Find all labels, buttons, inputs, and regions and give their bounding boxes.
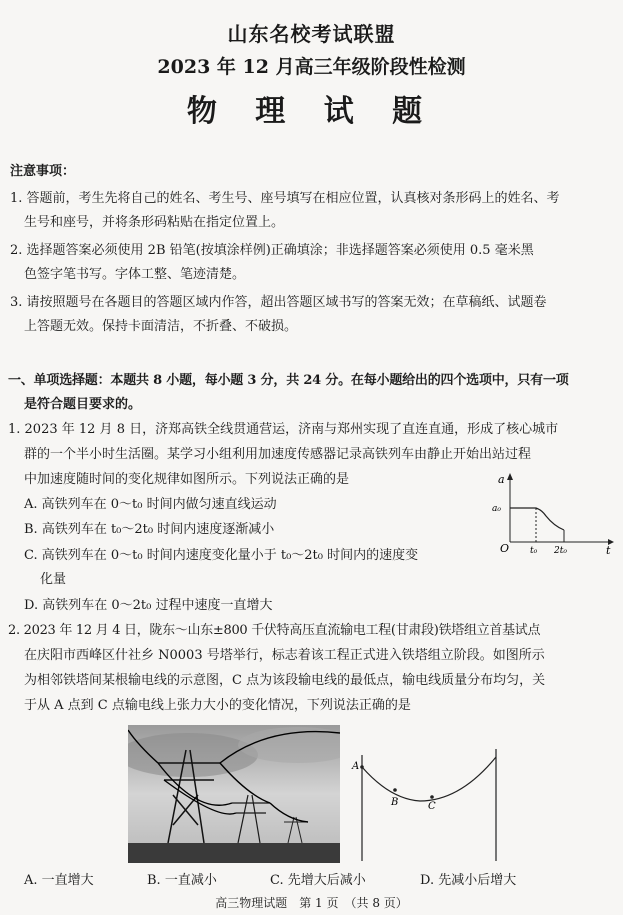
notice-line: 色签字笔书写。字体工整、笔迹清楚。	[24, 267, 246, 282]
notice-line: 生号和座号，并将条形码粘贴在指定位置上。	[24, 215, 285, 230]
q1-option-b: B. 高铁列车在 t₀～2t₀ 时间内速度逐渐减小	[24, 522, 275, 537]
2t0-label: 2t₀	[554, 546, 567, 555]
q2-option-b: B. 一直减小	[147, 873, 217, 888]
notice-line: 1. 答题前，考生先将自己的姓名、考生号、座号填写在相应位置，认真核对条形码上的姓名、考	[10, 191, 560, 206]
notice-title: 注意事项：	[10, 164, 76, 179]
q2-option-c: C. 先增大后减小	[270, 873, 366, 888]
exam-name-title: 2023 年 12 月高三年级阶段性检测	[157, 56, 466, 78]
notice-line: 上答题无效。保持卡面清洁，不折叠、不破损。	[24, 319, 298, 334]
a0-label: a₀	[492, 504, 501, 514]
q1-option-c-cont: 化量	[40, 572, 67, 587]
section-heading: 是符合题目要求的。	[24, 397, 142, 412]
t0-label: t₀	[530, 546, 538, 555]
q2-stem-line: 2. 2023 年 12 月 4 日，陇东～山东±800 千伏特高压直流输电工程(甘肃段)铁塔组立首基试点	[8, 623, 541, 638]
point-a-label: A	[352, 761, 360, 772]
q1-stem-line: 群的一个半小时生活圈。某学习小组利用加速度传感器记录高铁列车由静止开始出站过程	[24, 447, 532, 462]
q2-option-a: A. 一直增大	[24, 873, 94, 888]
q1-option-a: A. 高铁列车在 0～t₀ 时间内做匀速直线运动	[24, 497, 277, 512]
power-line-diagram	[350, 727, 502, 865]
point-b-label: B	[391, 797, 399, 808]
notice-line: 2. 选择题答案必须使用 2B 铅笔(按填涂样例)正确填涂；非选择题答案必须使用 0.5 毫米黑	[10, 243, 534, 258]
notice-line: 3. 请按照题号在各题目的答题区域内作答，超出答题区域书写的答案无效；在草稿纸、试题卷	[10, 295, 547, 310]
exam-org-title: 山东名校考试联盟	[227, 22, 396, 46]
origin-label: O	[500, 542, 510, 555]
q1-option-d: D. 高铁列车在 0～2t₀ 过程中速度一直增大	[24, 598, 273, 613]
acceleration-time-graph	[490, 470, 615, 555]
subject-title: 物 理 试 题	[186, 94, 437, 129]
power-tower-photo	[128, 725, 340, 863]
x-axis-label: t	[606, 544, 611, 555]
y-axis-label: a	[498, 473, 505, 486]
section-heading: 一、单项选择题：本题共 8 小题，每小题 3 分，共 24 分。在每小题给出的四个选项中，只有一项	[8, 373, 569, 388]
q1-stem-line: 1. 2023 年 12 月 8 日，济郑高铁全线贯通营运，济南与郑州实现了直连直通，形成了核心城市	[8, 422, 559, 437]
q2-option-d: D. 先减小后增大	[420, 873, 517, 888]
q2-stem-line: 为相邻铁塔间某根输电线的示意图，C 点为该段输电线的最低点，输电线质量分布均匀，关	[24, 673, 546, 688]
page-footer: 高三物理试题 第 1 页 （共 8 页）	[215, 896, 408, 910]
q2-stem-line: 于从 A 点到 C 点输电线上张力大小的变化情况，下列说法正确的是	[24, 698, 411, 713]
q1-stem-line: 中加速度随时间的变化规律如图所示。下列说法正确的是	[24, 472, 350, 487]
q1-option-c: C. 高铁列车在 0～t₀ 时间内速度变化量小于 t₀～2t₀ 时间内的速度变	[24, 548, 419, 563]
q2-stem-line: 在庆阳市西峰区什社乡 N0003 号塔举行，标志着该工程正式进入铁塔组立阶段。如图所示	[24, 648, 545, 663]
point-c-label: C	[428, 801, 436, 812]
